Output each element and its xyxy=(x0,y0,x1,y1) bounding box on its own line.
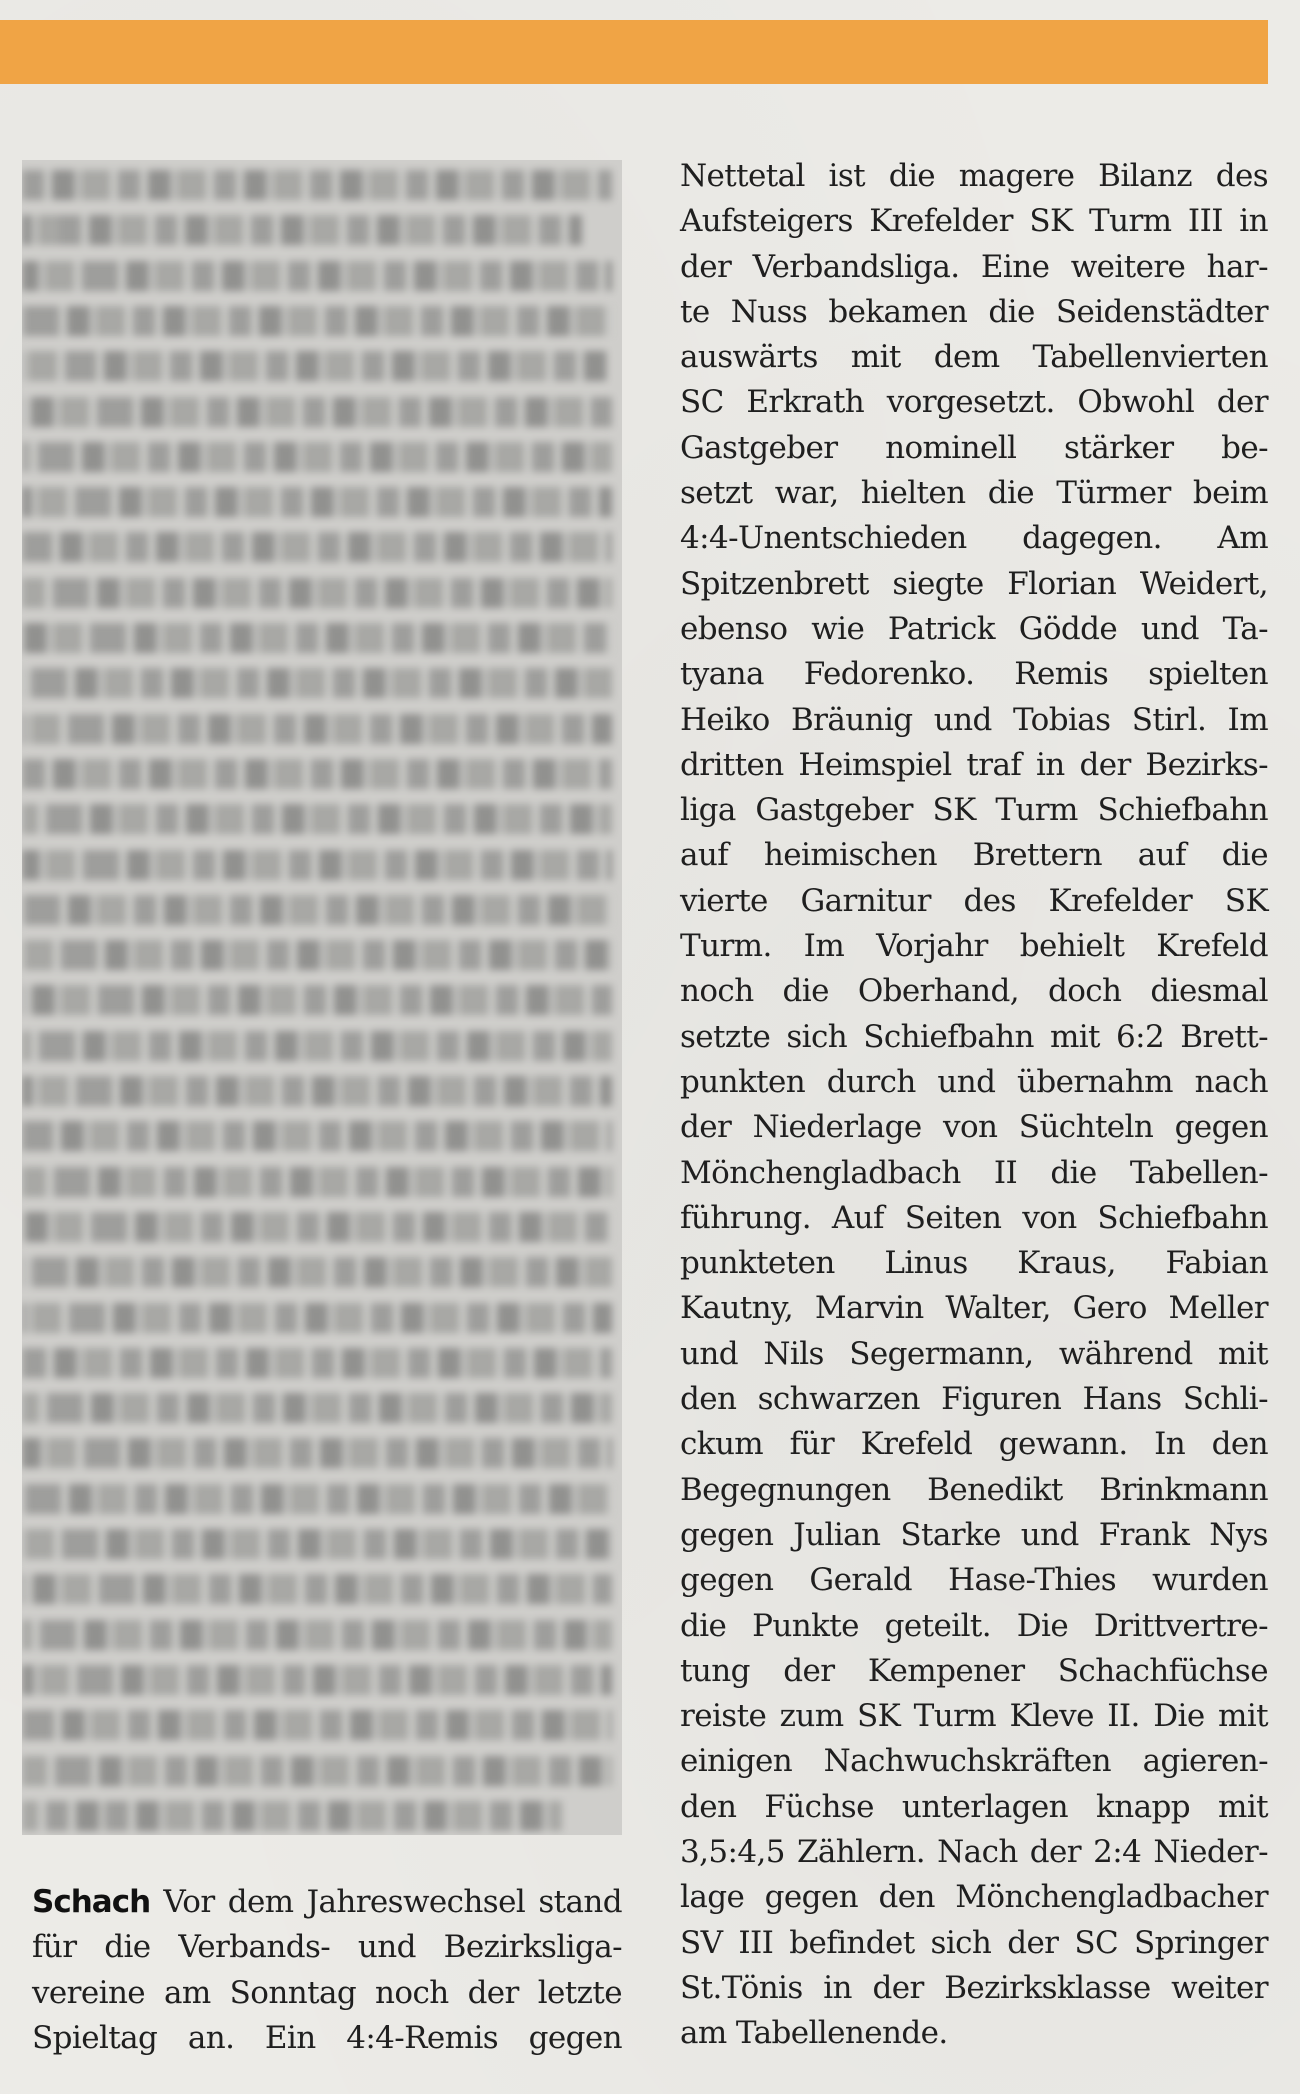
article-line: Aufsteigers Krefelder SK Turm III in xyxy=(680,203,1268,240)
blurred-text-line xyxy=(22,1801,562,1831)
article-line: tung der Kempener Schachfüchse xyxy=(680,1652,1268,1689)
blurred-text-line xyxy=(22,1756,612,1786)
blurred-text-line xyxy=(22,1710,612,1740)
blurred-text-line xyxy=(22,759,612,789)
article-line: Nettetal ist die magere Bilanz des xyxy=(680,158,1268,194)
article-line: der Verbandsliga. Eine weitere har- xyxy=(680,248,1268,285)
blurred-text-line xyxy=(22,1167,612,1197)
article-line: Begegnungen Benedikt Brinkmann xyxy=(680,1471,1268,1508)
article-line: Turm. Im Vorjahr behielt Krefeld xyxy=(680,928,1268,965)
article-line: lage gegen den Mönchengladbacher xyxy=(680,1879,1268,1916)
article-line: punkteten Linus Kraus, Fabian xyxy=(680,1245,1268,1282)
blurred-text-line xyxy=(22,1529,612,1559)
article-line: gegen Julian Starke und Frank Nys xyxy=(680,1516,1268,1553)
article-line: setzte sich Schiefbahn mit 6:2 Brett- xyxy=(680,1018,1268,1055)
article-column-left xyxy=(32,1880,622,2061)
article-line: ckum für Krefeld gewann. In den xyxy=(680,1426,1268,1463)
article-line: 3,5:4,5 Zählern. Nach der 2:4 Nieder- xyxy=(680,1833,1268,1870)
blurred-text-line xyxy=(22,1303,612,1333)
blurred-text-line xyxy=(22,1438,612,1468)
article-line: St.Tönis in der Bezirksklasse weiter xyxy=(680,1969,1268,2006)
blurred-text-line xyxy=(22,895,612,925)
article-line: und Nils Segermann, während mit xyxy=(680,1335,1268,1372)
article-line: SC Erkrath vorgesetzt. Obwohl der xyxy=(680,384,1268,421)
article-line: ebenso wie Patrick Gödde und Ta- xyxy=(680,610,1268,647)
blurred-text-line xyxy=(22,306,612,336)
blurred-text-line xyxy=(22,397,612,427)
article-line: am Tabellenende. xyxy=(680,2015,948,2052)
article-line: den schwarzen Figuren Hans Schli- xyxy=(680,1381,1268,1418)
blurred-text-line xyxy=(22,668,612,698)
article-line: dritten Heimspiel traf in der Bezirks- xyxy=(680,746,1268,783)
article-line: der Niederlage von Süchteln gegen xyxy=(680,1109,1268,1146)
article-line: vereine am Sonntag noch der letzte xyxy=(32,1974,622,2011)
blurred-text-line xyxy=(22,850,612,880)
blurred-article-column xyxy=(22,160,622,1835)
blurred-text-line xyxy=(22,487,612,517)
article-line: die Punkte geteilt. Die Drittvertre- xyxy=(680,1607,1268,1644)
blurred-text-line xyxy=(22,1076,612,1106)
section-color-bar xyxy=(0,20,1268,84)
article-line: auswärts mit dem Tabellenvierten xyxy=(680,339,1268,376)
article-line: Kautny, Marvin Walter, Gero Meller xyxy=(680,1290,1268,1327)
article-line: noch die Oberhand, doch diesmal xyxy=(680,973,1268,1010)
article-line: Heiko Bräunig und Tobias Stirl. Im xyxy=(680,701,1268,738)
article-line: Spitzenbrett siegte Florian Weidert, xyxy=(680,565,1268,602)
blurred-text-line xyxy=(22,215,582,245)
blurred-text-line xyxy=(22,261,612,291)
article-line: Spieltag an. Ein 4:4-Remis gegen xyxy=(32,2019,622,2056)
blurred-text-line xyxy=(22,442,612,472)
blurred-text-line xyxy=(22,1031,612,1061)
article-line: einigen Nachwuchskräften agieren- xyxy=(680,1743,1268,1780)
blurred-text-line xyxy=(22,623,612,653)
article-line: 4:4-Unentschieden dagegen. Am xyxy=(680,520,1268,557)
article-line: gegen Gerald Hase-Thies wurden xyxy=(680,1562,1268,1599)
article-line: punkten durch und übernahm nach xyxy=(680,1063,1268,1100)
article-line: vierte Garnitur des Krefelder SK xyxy=(680,882,1268,919)
blurred-text-line xyxy=(22,1348,612,1378)
blurred-text-line xyxy=(22,1665,612,1695)
article-column-right xyxy=(680,154,1268,2056)
blurred-text-line xyxy=(22,1121,612,1151)
blurred-text-line xyxy=(22,940,612,970)
article-line: te Nuss bekamen die Seidenstädter xyxy=(680,293,1268,330)
article-line: SV III befindet sich der SC Springer xyxy=(680,1924,1268,1961)
article-line: führung. Auf Seiten von Schiefbahn xyxy=(680,1199,1268,1236)
blurred-text-line xyxy=(22,351,607,381)
blurred-text-line xyxy=(22,1574,612,1604)
article-line: reiste zum SK Turm Kleve II. Die mit xyxy=(680,1698,1268,1735)
article-line-text: Vor dem Jahreswechsel stand xyxy=(163,1884,622,1920)
article-line xyxy=(32,1880,622,1925)
blurred-text-line xyxy=(22,532,612,562)
blurred-text-line xyxy=(22,170,612,200)
blurred-text-line xyxy=(22,985,612,1015)
article-line: tyana Fedorenko. Remis spielten xyxy=(680,656,1268,693)
blurred-text-line xyxy=(22,1620,612,1650)
article-line: setzt war, hielten die Türmer beim xyxy=(680,475,1268,512)
article-line: liga Gastgeber SK Turm Schiefbahn xyxy=(680,792,1268,829)
article-line: Mönchengladbach II die Tabellen- xyxy=(680,1154,1268,1191)
article-kicker: Schach xyxy=(32,1884,151,1920)
article-line: auf heimischen Brettern auf die xyxy=(680,837,1268,874)
blurred-text-line xyxy=(22,578,612,608)
blurred-text-line xyxy=(22,714,612,744)
blurred-text-line xyxy=(22,804,612,834)
blurred-text-line xyxy=(22,1257,612,1287)
blurred-text-line xyxy=(22,1212,612,1242)
article-line: Gastgeber nominell stärker be- xyxy=(680,429,1268,466)
blurred-text-line xyxy=(22,1484,612,1514)
article-line: für die Verbands- und Bezirksliga- xyxy=(32,1929,622,1966)
blurred-text-line xyxy=(22,1393,612,1423)
article-line: den Füchse unterlagen knapp mit xyxy=(680,1788,1268,1825)
